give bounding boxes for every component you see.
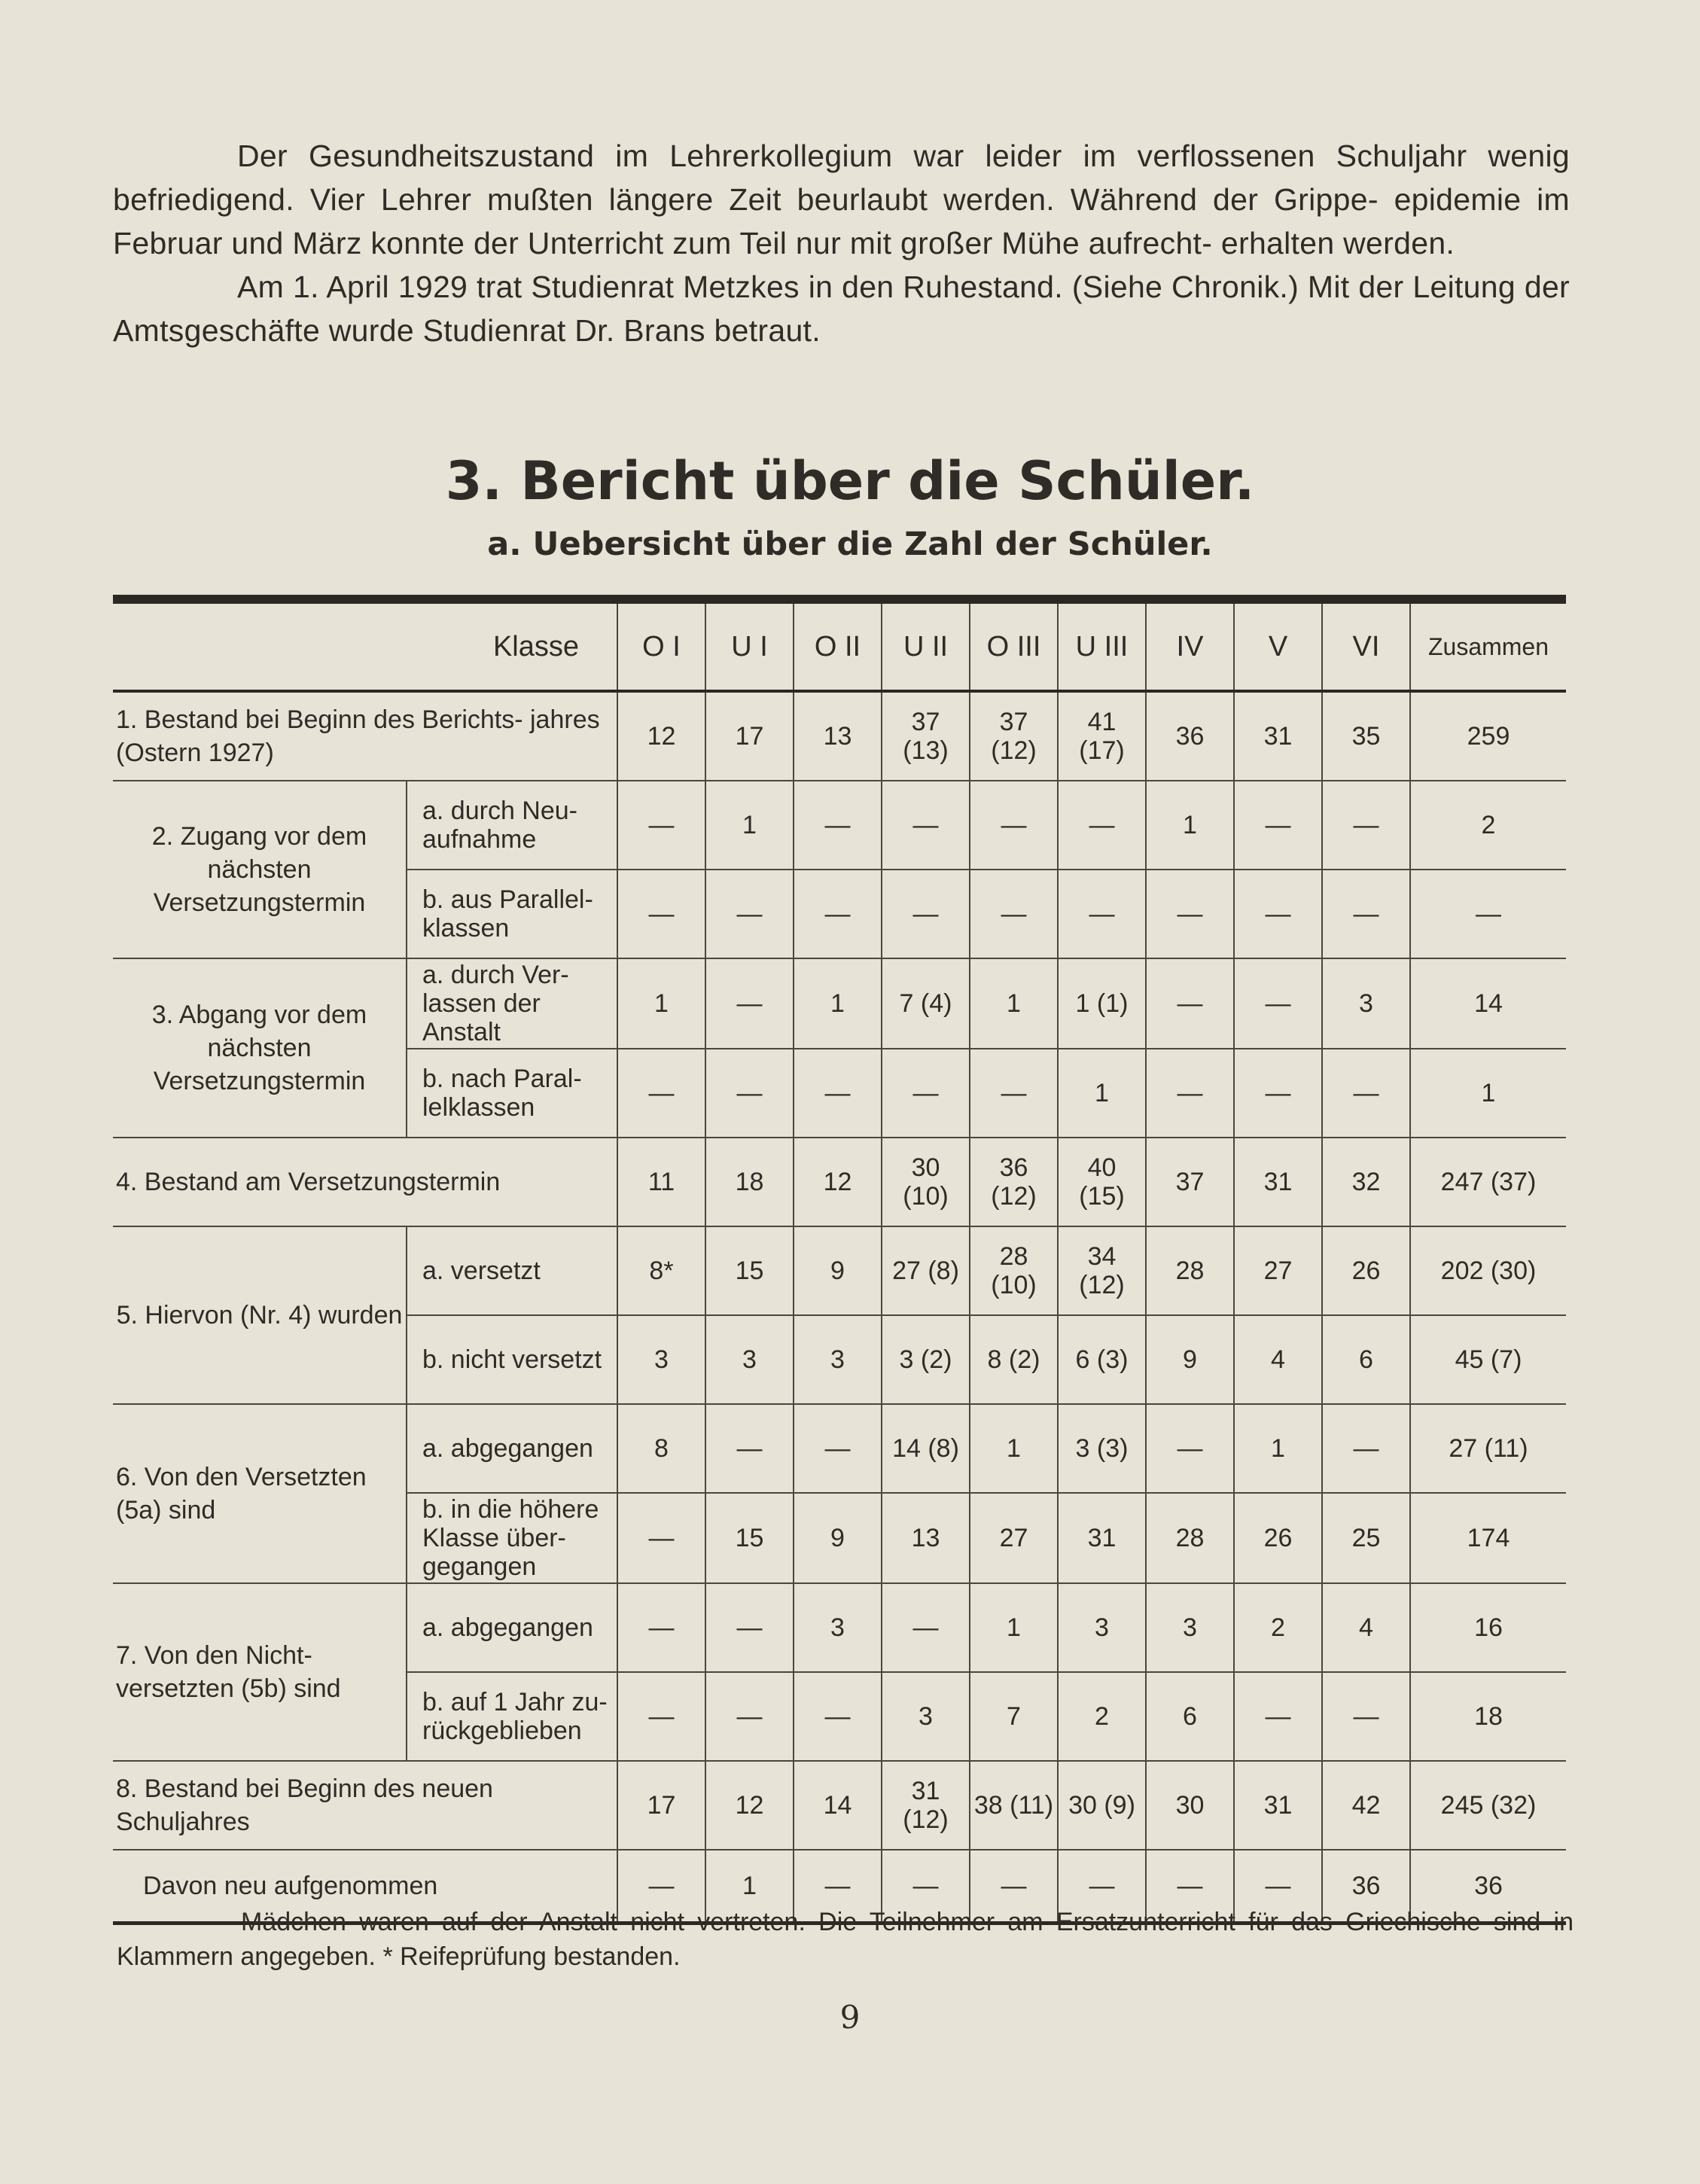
cell: 9 [794, 1493, 882, 1583]
cell: 34 (12) [1058, 1226, 1146, 1315]
cell: 3 [794, 1315, 882, 1404]
subsection-title: a. Uebersicht über die Zahl der Schüler. [487, 525, 1213, 563]
cell: — [1322, 781, 1410, 870]
header-klasse: Klasse [113, 599, 617, 691]
cell: 9 [794, 1226, 882, 1315]
cell-total: 14 [1410, 958, 1566, 1049]
cell: 28 [1146, 1493, 1234, 1583]
cell: — [617, 1850, 705, 1924]
cell: — [970, 781, 1058, 870]
table-row [113, 1226, 1566, 1315]
cell: — [882, 781, 970, 870]
cell: 3 [617, 1315, 705, 1404]
cell: 3 [1058, 1583, 1146, 1672]
table-row [113, 1138, 1566, 1226]
sub-label: a. versetzt [407, 1226, 617, 1315]
sub-label: a. abgegangen [407, 1583, 617, 1672]
row-label: 2. Zugang vor dem nächsten Versetzungstermin [113, 781, 407, 958]
cell: 17 [705, 691, 794, 781]
table-row [113, 781, 1566, 870]
cell: — [1146, 958, 1234, 1049]
table-row [113, 1583, 1566, 1672]
cell: — [882, 1049, 970, 1138]
cell: 26 [1234, 1493, 1322, 1583]
cell: 18 [705, 1138, 794, 1226]
cell: — [1146, 1404, 1234, 1493]
cell: 37 [1146, 1138, 1234, 1226]
cell: 31 [1058, 1493, 1146, 1583]
cell: 8 (2) [970, 1315, 1058, 1404]
cell: 3 [705, 1315, 794, 1404]
cell: — [1058, 781, 1146, 870]
cell: 26 [1322, 1226, 1410, 1315]
cell: 3 [794, 1583, 882, 1672]
cell: 31 (12) [882, 1761, 970, 1850]
cell: 1 [970, 1583, 1058, 1672]
row-label: 4. Bestand am Versetzungstermin [113, 1138, 617, 1226]
cell: 2 [1058, 1672, 1146, 1761]
cell: — [1146, 1049, 1234, 1138]
cell: 28 [1146, 1226, 1234, 1315]
cell: 41 (17) [1058, 691, 1146, 781]
header-col: U I [705, 599, 794, 691]
sub-label: b. aus Parallel- klassen [407, 870, 617, 958]
cell: — [1058, 870, 1146, 958]
cell: 36 [1146, 691, 1234, 781]
table-row [113, 1761, 1566, 1850]
cell: 36 [1322, 1850, 1410, 1924]
cell: 12 [794, 1138, 882, 1226]
cell-total: 36 [1410, 1850, 1566, 1924]
cell: — [1322, 1404, 1410, 1493]
cell: — [970, 870, 1058, 958]
cell: 27 (8) [882, 1226, 970, 1315]
cell: — [882, 1850, 970, 1924]
cell: 30 (9) [1058, 1761, 1146, 1850]
cell: 15 [705, 1493, 794, 1583]
cell: — [617, 1049, 705, 1138]
row-label: 8. Bestand bei Beginn des neuen Schuljahres [113, 1761, 617, 1850]
cell-total: 18 [1410, 1672, 1566, 1761]
header-col: VI [1322, 599, 1410, 691]
header-col: O III [970, 599, 1058, 691]
cell-total: 45 (7) [1410, 1315, 1566, 1404]
cell: 3 [882, 1672, 970, 1761]
cell: 42 [1322, 1761, 1410, 1850]
intro-paragraph-1: Der Gesundheitszustand im Lehrerkollegium war leider im verflossenen Schuljahr wenig befriedigend. Vier Lehrer mußten längere Zeit beurlaubt werden. Während der Grippe- epidemie im Februar und März konnte der Unterricht zum Teil nur mit großer Mühe aufrecht- erhalten werden. [113, 139, 1570, 260]
cell: 1 [794, 958, 882, 1049]
cell: 12 [617, 691, 705, 781]
cell: — [705, 870, 794, 958]
cell: 31 [1234, 691, 1322, 781]
cell: 1 [617, 958, 705, 1049]
cell: 32 [1322, 1138, 1410, 1226]
cell: 35 [1322, 691, 1410, 781]
cell: 31 [1234, 1138, 1322, 1226]
cell: 36 (12) [970, 1138, 1058, 1226]
row-label: 1. Bestand bei Beginn des Berichts- jahres (Ostern 1927) [113, 691, 617, 781]
cell: 13 [794, 691, 882, 781]
cell: 6 (3) [1058, 1315, 1146, 1404]
cell: — [1322, 1049, 1410, 1138]
cell: 31 [1234, 1761, 1322, 1850]
sub-label: b. auf 1 Jahr zu- rückgeblieben [407, 1672, 617, 1761]
sub-label: b. nicht versetzt [407, 1315, 617, 1404]
cell: — [705, 1583, 794, 1672]
cell: 30 [1146, 1761, 1234, 1850]
cell-total: 245 (32) [1410, 1761, 1566, 1850]
cell: 17 [617, 1761, 705, 1850]
table-row [113, 691, 1566, 781]
cell-total: 259 [1410, 691, 1566, 781]
cell: 13 [882, 1493, 970, 1583]
cell: — [705, 1404, 794, 1493]
cell: 12 [705, 1761, 794, 1850]
cell: — [970, 1049, 1058, 1138]
header-col: O II [794, 599, 882, 691]
table-row [113, 1404, 1566, 1493]
cell: — [1234, 958, 1322, 1049]
cell: 1 [1234, 1404, 1322, 1493]
cell: 8* [617, 1226, 705, 1315]
cell: 38 (11) [970, 1761, 1058, 1850]
cell: — [1322, 1672, 1410, 1761]
cell: 15 [705, 1226, 794, 1315]
cell: — [1322, 870, 1410, 958]
row-label: Davon neu aufgenommen [113, 1850, 617, 1924]
cell: — [882, 1583, 970, 1672]
cell: 28 (10) [970, 1226, 1058, 1315]
sub-label: b. nach Paral- lelklassen [407, 1049, 617, 1138]
cell: — [882, 870, 970, 958]
cell: 14 [794, 1761, 882, 1850]
cell: — [794, 781, 882, 870]
footnote-text: Mädchen waren auf der Anstalt nicht vertreten. Die Teilnehmer am Ersatzunterricht für das Griechische sind in Klammern angegeben. * Reifeprüfung bestanden. [117, 1908, 1574, 1971]
section-title: 3. Bericht über die Schüler. [445, 450, 1255, 512]
cell: 14 (8) [882, 1404, 970, 1493]
cell-total: 174 [1410, 1493, 1566, 1583]
cell: 1 [1146, 781, 1234, 870]
header-total: Zusammen [1410, 599, 1566, 691]
header-col: U II [882, 599, 970, 691]
table-row [113, 958, 1566, 1049]
cell: — [705, 1672, 794, 1761]
cell: 1 [705, 1850, 794, 1924]
cell-total: 1 [1410, 1049, 1566, 1138]
cell: — [1234, 1850, 1322, 1924]
cell: — [1234, 1672, 1322, 1761]
footnote [117, 1905, 1574, 1974]
cell: 37 (12) [970, 691, 1058, 781]
cell: 4 [1322, 1583, 1410, 1672]
cell: 37 (13) [882, 691, 970, 781]
cell: 1 [970, 958, 1058, 1049]
cell: 1 [1058, 1049, 1146, 1138]
cell: — [794, 1049, 882, 1138]
header-col: V [1234, 599, 1322, 691]
cell-total: 247 (37) [1410, 1138, 1566, 1226]
cell: 3 [1322, 958, 1410, 1049]
cell: 1 [970, 1404, 1058, 1493]
cell: 40 (15) [1058, 1138, 1146, 1226]
row-label: 3. Abgang vor dem nächsten Versetzungstermin [113, 958, 407, 1138]
cell: — [617, 1493, 705, 1583]
cell: — [794, 1672, 882, 1761]
cell-total: — [1410, 870, 1566, 958]
row-label: 7. Von den Nicht- versetzten (5b) sind [113, 1583, 407, 1761]
cell: — [617, 781, 705, 870]
cell: — [1234, 1049, 1322, 1138]
cell: 30 (10) [882, 1138, 970, 1226]
cell: 27 [970, 1493, 1058, 1583]
cell: 4 [1234, 1315, 1322, 1404]
cell: 6 [1322, 1315, 1410, 1404]
cell: — [1146, 870, 1234, 958]
cell-total: 16 [1410, 1583, 1566, 1672]
cell: 25 [1322, 1493, 1410, 1583]
cell: 2 [1234, 1583, 1322, 1672]
row-label: 6. Von den Versetzten (5a) sind [113, 1404, 407, 1583]
cell-total: 27 (11) [1410, 1404, 1566, 1493]
cell: 3 (2) [882, 1315, 970, 1404]
cell: 11 [617, 1138, 705, 1226]
cell-total: 2 [1410, 781, 1566, 870]
cell: — [1234, 870, 1322, 958]
cell: — [617, 1583, 705, 1672]
cell: — [1234, 781, 1322, 870]
cell: 3 [1146, 1583, 1234, 1672]
sub-label: a. durch Neu- aufnahme [407, 781, 617, 870]
cell: — [794, 1850, 882, 1924]
intro-paragraph-2: Am 1. April 1929 trat Studienrat Metzkes in den Ruhestand. (Siehe Chronik.) Mit der Leitung der Amtsgeschäfte wurde Studienrat Dr. Brans betraut. [113, 270, 1570, 348]
cell-total: 202 (30) [1410, 1226, 1566, 1315]
cell: 1 [705, 781, 794, 870]
sub-label: a. durch Ver- lassen der Anstalt [407, 958, 617, 1049]
cell: — [705, 1049, 794, 1138]
header-row [113, 599, 1566, 691]
header-col: O I [617, 599, 705, 691]
cell: 27 [1234, 1226, 1322, 1315]
cell: 7 (4) [882, 958, 970, 1049]
cell: 7 [970, 1672, 1058, 1761]
page-number: 9 [839, 1999, 861, 2036]
cell: 8 [617, 1404, 705, 1493]
cell: 3 (3) [1058, 1404, 1146, 1493]
cell: — [1146, 1850, 1234, 1924]
cell: — [617, 1672, 705, 1761]
sub-label: a. abgegangen [407, 1404, 617, 1493]
sub-label: b. in die höhere Klasse über- gegangen [407, 1493, 617, 1583]
header-col: IV [1146, 599, 1234, 691]
cell: 1 (1) [1058, 958, 1146, 1049]
intro-text [113, 134, 1570, 352]
cell: — [617, 870, 705, 958]
cell: — [1058, 1850, 1146, 1924]
cell: — [794, 870, 882, 958]
header-col: U III [1058, 599, 1146, 691]
cell: 6 [1146, 1672, 1234, 1761]
cell: — [705, 958, 794, 1049]
pupil-statistics-table [113, 595, 1566, 1925]
cell: 9 [1146, 1315, 1234, 1404]
row-label: 5. Hiervon (Nr. 4) wurden [113, 1226, 407, 1404]
cell: — [970, 1850, 1058, 1924]
cell: — [794, 1404, 882, 1493]
